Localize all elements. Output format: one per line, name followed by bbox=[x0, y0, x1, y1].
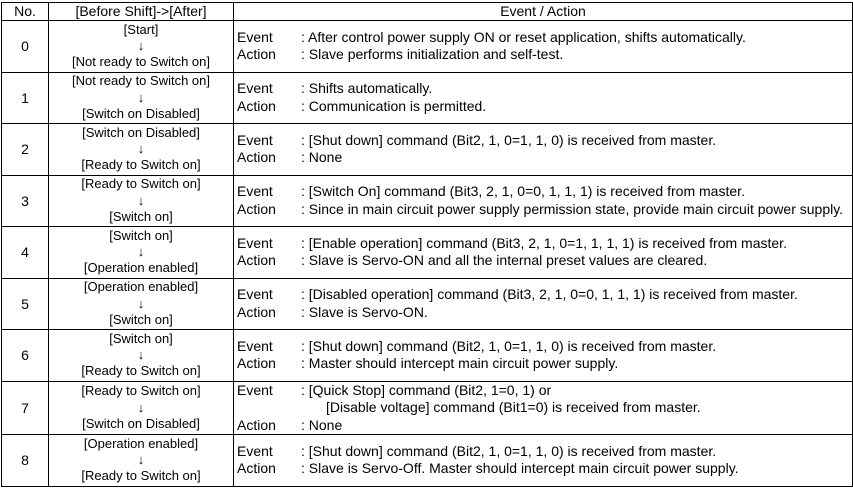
row-number: 8 bbox=[2, 435, 49, 487]
action-label: Action bbox=[237, 252, 276, 269]
before-state: [Operation enabled] bbox=[83, 435, 199, 451]
action-text: : Slave is Servo-ON and all the internal preset values are cleared. bbox=[301, 252, 708, 269]
action-text: : Since in main circuit power supply permission state, provide main circuit power supply. bbox=[301, 200, 844, 217]
table-row bbox=[2, 72, 853, 124]
after-state: [Switch on Disabled] bbox=[82, 105, 200, 121]
action-label: Action bbox=[237, 200, 276, 217]
table-row bbox=[2, 175, 853, 227]
after-state: [Switch on Disabled] bbox=[82, 415, 200, 431]
row-number: 1 bbox=[2, 72, 49, 124]
event-text: : [Enable operation] command (Bit3, 2, 1, 0=1, 1, 1, 1) is received from master. bbox=[301, 234, 787, 251]
event-text: : [Shut down] command (Bit2, 1, 0=1, 1, 0) is received from master. bbox=[301, 442, 717, 459]
event-label: Event bbox=[237, 28, 273, 45]
table-row bbox=[2, 435, 853, 487]
before-state: [Switch on Disabled] bbox=[82, 124, 200, 140]
after-state: [Operation enabled] bbox=[83, 260, 199, 276]
after-state: [Ready to Switch on] bbox=[81, 363, 201, 379]
action-label: Action bbox=[237, 416, 276, 433]
event-label: Event bbox=[237, 442, 273, 459]
event-label: Event bbox=[237, 234, 273, 251]
action-label: Action bbox=[237, 355, 276, 372]
shift-cell bbox=[49, 175, 234, 227]
action-label: Action bbox=[237, 97, 276, 114]
event-action-cell bbox=[234, 21, 853, 73]
before-state: [Switch on] bbox=[109, 227, 173, 243]
shift-cell bbox=[49, 124, 234, 176]
row-number: 3 bbox=[2, 175, 49, 227]
down-arrow-icon: ↓ bbox=[137, 192, 145, 208]
event-text: : [Shut down] command (Bit2, 1, 0=1, 1, 0) is received from master. bbox=[301, 337, 717, 354]
event-action-cell bbox=[234, 435, 853, 487]
event-action-cell bbox=[234, 330, 853, 382]
before-state: [Operation enabled] bbox=[83, 279, 199, 295]
table-row bbox=[2, 330, 853, 382]
shift-cell bbox=[49, 330, 234, 382]
shift-cell bbox=[49, 72, 234, 124]
event-action-cell bbox=[234, 278, 853, 330]
event-action-cell bbox=[234, 175, 853, 227]
action-label: Action bbox=[237, 303, 276, 320]
table-row bbox=[2, 21, 853, 73]
down-arrow-icon: ↓ bbox=[137, 38, 145, 54]
header-shift: [Before Shift]->[After] bbox=[49, 3, 234, 21]
action-text: : Master should intercept main circuit power supply. bbox=[301, 355, 619, 372]
header-no: No. bbox=[2, 3, 49, 21]
event-text: : [Quick Stop] command (Bit2, 1=0, 1) or bbox=[301, 381, 552, 398]
down-arrow-icon: ↓ bbox=[137, 89, 145, 105]
shift-cell bbox=[49, 227, 234, 279]
action-text: : Slave performs initialization and self-test. bbox=[301, 46, 564, 63]
event-action-cell bbox=[234, 381, 853, 435]
event-text: : After control power supply ON or reset application, shifts automatically. bbox=[301, 28, 746, 45]
action-text: : Communication is permitted. bbox=[301, 97, 487, 114]
before-state: [Ready to Switch on] bbox=[81, 383, 201, 399]
table-row bbox=[2, 381, 853, 435]
down-arrow-icon: ↓ bbox=[137, 295, 145, 311]
action-text: : Slave is Servo-Off. Master should intercept main circuit power supply. bbox=[301, 460, 739, 477]
event-label: Event bbox=[237, 381, 273, 398]
action-text: : None bbox=[301, 416, 343, 433]
event-text: : [Disabled operation] command (Bit3, 2, 1, 0=0, 1, 1, 1) is received from master. bbox=[301, 286, 798, 303]
shift-cell bbox=[49, 381, 234, 435]
before-state: [Not ready to Switch on] bbox=[71, 73, 210, 89]
event-text: : [Shut down] command (Bit2, 1, 0=1, 1, 0) is received from master. bbox=[301, 131, 717, 148]
event-label: Event bbox=[237, 286, 273, 303]
after-state: [Switch on] bbox=[109, 311, 173, 327]
action-label: Action bbox=[237, 460, 276, 477]
table-row bbox=[2, 278, 853, 330]
event-text-continued: [Disable voltage] command (Bit1=0) is received from master. bbox=[326, 399, 701, 415]
event-text: : [Switch On] command (Bit3, 2, 1, 0=0, 1, 1, 1) is received from master. bbox=[301, 183, 745, 200]
row-number: 4 bbox=[2, 227, 49, 279]
event-action-cell bbox=[234, 124, 853, 176]
down-arrow-icon: ↓ bbox=[137, 347, 145, 363]
row-number: 7 bbox=[2, 381, 49, 435]
down-arrow-icon: ↓ bbox=[137, 399, 145, 415]
state-transition-table bbox=[1, 2, 853, 487]
event-action-cell bbox=[234, 72, 853, 124]
shift-cell bbox=[49, 278, 234, 330]
event-label: Event bbox=[237, 337, 273, 354]
before-state: [Start] bbox=[123, 21, 159, 37]
action-text: : Slave is Servo-ON. bbox=[301, 303, 428, 320]
shift-cell bbox=[49, 435, 234, 487]
table-header-row bbox=[2, 3, 853, 21]
down-arrow-icon: ↓ bbox=[137, 141, 145, 157]
after-state: [Switch on] bbox=[109, 208, 173, 224]
event-label: Event bbox=[237, 131, 273, 148]
event-label: Event bbox=[237, 183, 273, 200]
row-number: 5 bbox=[2, 278, 49, 330]
table-row bbox=[2, 124, 853, 176]
down-arrow-icon: ↓ bbox=[137, 244, 145, 260]
table-row bbox=[2, 227, 853, 279]
after-state: [Ready to Switch on] bbox=[81, 157, 201, 173]
action-label: Action bbox=[237, 46, 276, 63]
header-event-action: Event / Action bbox=[234, 3, 853, 21]
before-state: [Switch on] bbox=[109, 330, 173, 346]
after-state: [Ready to Switch on] bbox=[81, 468, 201, 484]
row-number: 0 bbox=[2, 21, 49, 73]
row-number: 2 bbox=[2, 124, 49, 176]
event-action-cell bbox=[234, 227, 853, 279]
event-text: : Shifts automatically. bbox=[301, 80, 433, 97]
row-number: 6 bbox=[2, 330, 49, 382]
action-label: Action bbox=[237, 149, 276, 166]
before-state: [Ready to Switch on] bbox=[81, 176, 201, 192]
event-label: Event bbox=[237, 80, 273, 97]
shift-cell bbox=[49, 21, 234, 73]
action-text: : None bbox=[301, 149, 343, 166]
after-state: [Not ready to Switch on] bbox=[71, 54, 210, 70]
down-arrow-icon: ↓ bbox=[137, 452, 145, 468]
